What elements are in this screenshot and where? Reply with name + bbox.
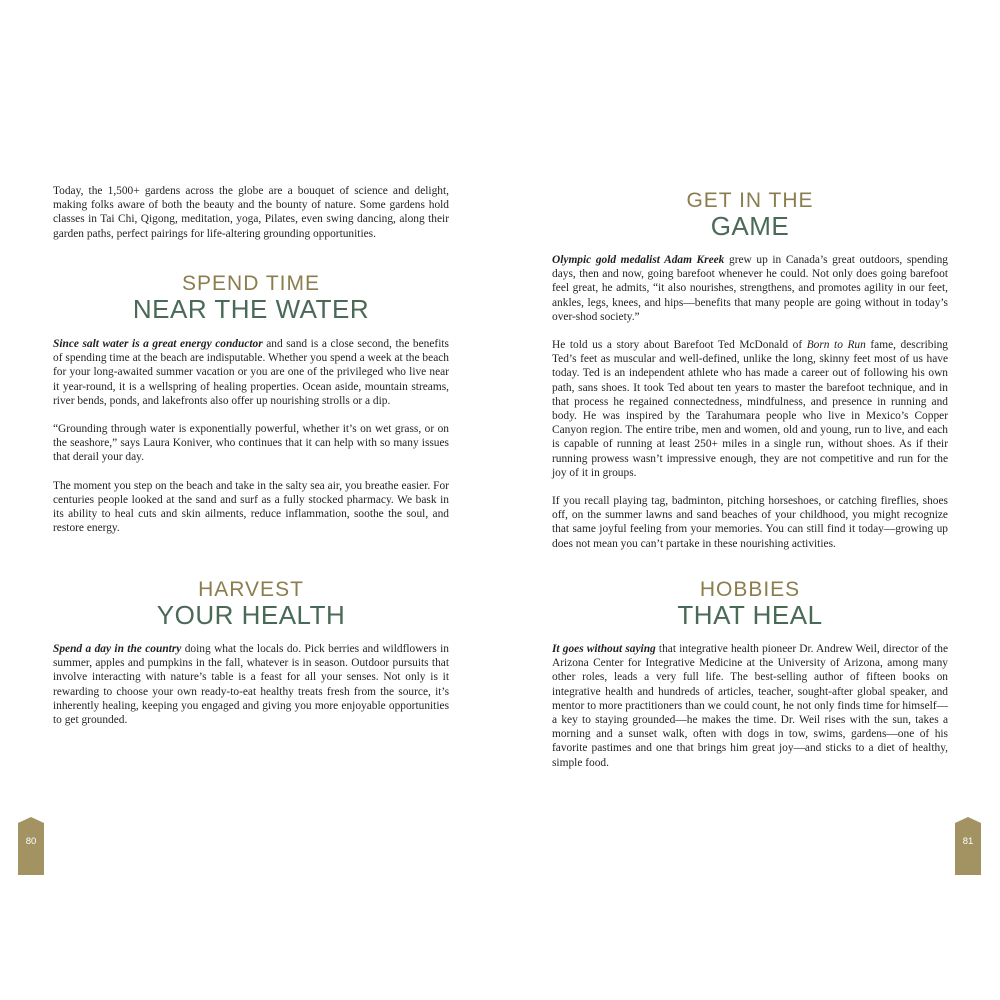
page-number-tab (18, 823, 44, 875)
heading-line1: SPEND TIME (182, 272, 320, 295)
paragraph (552, 338, 948, 480)
paragraph (53, 337, 449, 408)
paragraph: If you recall playing tag, badminton, pitching horseshoes, or catching fireflies, shoes off, on the summer lawns and sand beaches of your childhood, you might recognize that same joyful feeling from your memories. You can still find it today—growing up does not mean you can’t partake in these nourishing activities. (552, 495, 948, 550)
page-number: 80 (25, 836, 37, 847)
heading-line1: GET IN THE (686, 189, 814, 212)
paragraph (552, 253, 948, 324)
lead-phrase: Olympic gold medalist Adam Kreek (552, 254, 725, 266)
section-game-body (552, 253, 948, 551)
book-title: Born to Run (806, 339, 866, 352)
heading-line2: GAME (710, 211, 790, 241)
heading-hobbies-that-heal (552, 579, 948, 629)
paragraph-text: fame, describing Ted’s feet as muscular and well-defined, unlike the long, skinny feet most of us have today. Ted is an independent athlete who has made a career out of following his own path, sans shoes. It took Ted about ten years to master the barefoot technique, and in that process he regained connectedness, mindfulness, and presence in running and body. He was inspired by the Tarahumara people who live in Mexico’s Copper Canyon region. The entire tribe, men and women, old and young, run to live, and each is capable of running at least 250+ miles in a single run, without shoes. As if their running prowess wasn’t impressive enough, they are not competitive and run for the joy of it in groups. (552, 339, 949, 479)
lead-phrase: Spend a day in the country (53, 643, 182, 655)
paragraph (53, 642, 449, 727)
page-number-tab (955, 823, 981, 875)
lead-phrase: It goes without saying (552, 643, 656, 655)
heading-get-in-the-game (552, 190, 948, 240)
paragraph-text: and sand is a close second, the benefits of spending time at the beach are indisputable. Whether you spend a week at the beach for your long-awaited summer vacation or you are one of the privileged who live near it year-round, it is a wellspring of healing properties. Ocean aside, mountain streams, river bends, ponds, and lakefronts also offer up nourishing strolls or a dip. (53, 338, 449, 407)
section-hobbies-body (552, 642, 948, 770)
heading-line2: NEAR THE WATER (132, 294, 370, 324)
paragraph-text: that integrative health pioneer Dr. Andrew Weil, director of the Arizona Center for Integrative Medicine at the University of Arizona, among many other roles, leads a very full life. The best-selling author of fifteen books on integrative health and hundreds of articles, teacher, sought-after global speaker, and mentor to more practitioners than we could count, he not only finds time for himself—a key to staying grounded—he makes the time. Dr. Weil rises with the sun, takes a morning and a sunset walk, often with dogs in tow, swims, gardens—one of his favorite pastimes and one that brings him great joy—and sticks to a diet of healthy, simple food. (552, 643, 948, 769)
paragraph-text: grew up in Canada’s great outdoors, spending days, then and now, going barefoot whenever he could. Not only does going barefoot feel great, he admits, “it also nourishes, strengthens, and promotes agility in our feet, ankles, legs, knees, and hips—benefits that many people are going without in today’s over-shod society.” (552, 254, 948, 323)
page-number: 81 (962, 836, 974, 847)
section-water-body (53, 337, 449, 535)
heading-line2: YOUR HEALTH (156, 600, 346, 630)
paragraph-text: He told us a story about Barefoot Ted McDonald of (552, 339, 807, 352)
lead-phrase: Since salt water is a great energy conductor (53, 338, 263, 350)
paragraph: “Grounding through water is exponentially powerful, whether it’s on wet grass, or on the seashore,” says Laura Koniver, who continues that it can help with so many issues that derail your day. (53, 423, 449, 464)
paragraph-text: doing what the locals do. Pick berries and wildflowers in summer, apples and pumpkins in the fall, whatever is in season. Outdoor pursuits that involve interacting with nature’s table is a feast for all your senses. Not only is it rewarding to choose your own ready-to-eat healthy treats fresh from the source, it’s inherently healing, keeping you engaged and giving you more enjoyable opportunities to get grounded. (53, 643, 449, 727)
heading-spend-time-near-the-water (53, 273, 449, 323)
intro-paragraph-block (53, 184, 449, 241)
heading-line1: HARVEST (198, 578, 304, 601)
paragraph: The moment you step on the beach and take in the salty sea air, you breathe easier. For centuries people looked at the sand and surf as a fully stocked pharmacy. We bask in its ability to heal cuts and skin ailments, reduce inflammation, soothe the soul, and restore energy. (53, 479, 449, 535)
paragraph (552, 642, 948, 770)
heading-line1: HOBBIES (699, 578, 801, 601)
heading-harvest-your-health (53, 579, 449, 629)
intro-paragraph: Today, the 1,500+ gardens across the globe are a bouquet of science and delight, making folks aware of both the beauty and the bounty of nature. Some gardens hold classes in Tai Chi, Qigong, meditation, yoga, Pilates, even swing dancing, along their garden paths, perfect pairings for life-altering grounding opportunities. (53, 185, 449, 240)
section-harvest-body (53, 642, 449, 727)
heading-line2: THAT HEAL (677, 600, 823, 630)
